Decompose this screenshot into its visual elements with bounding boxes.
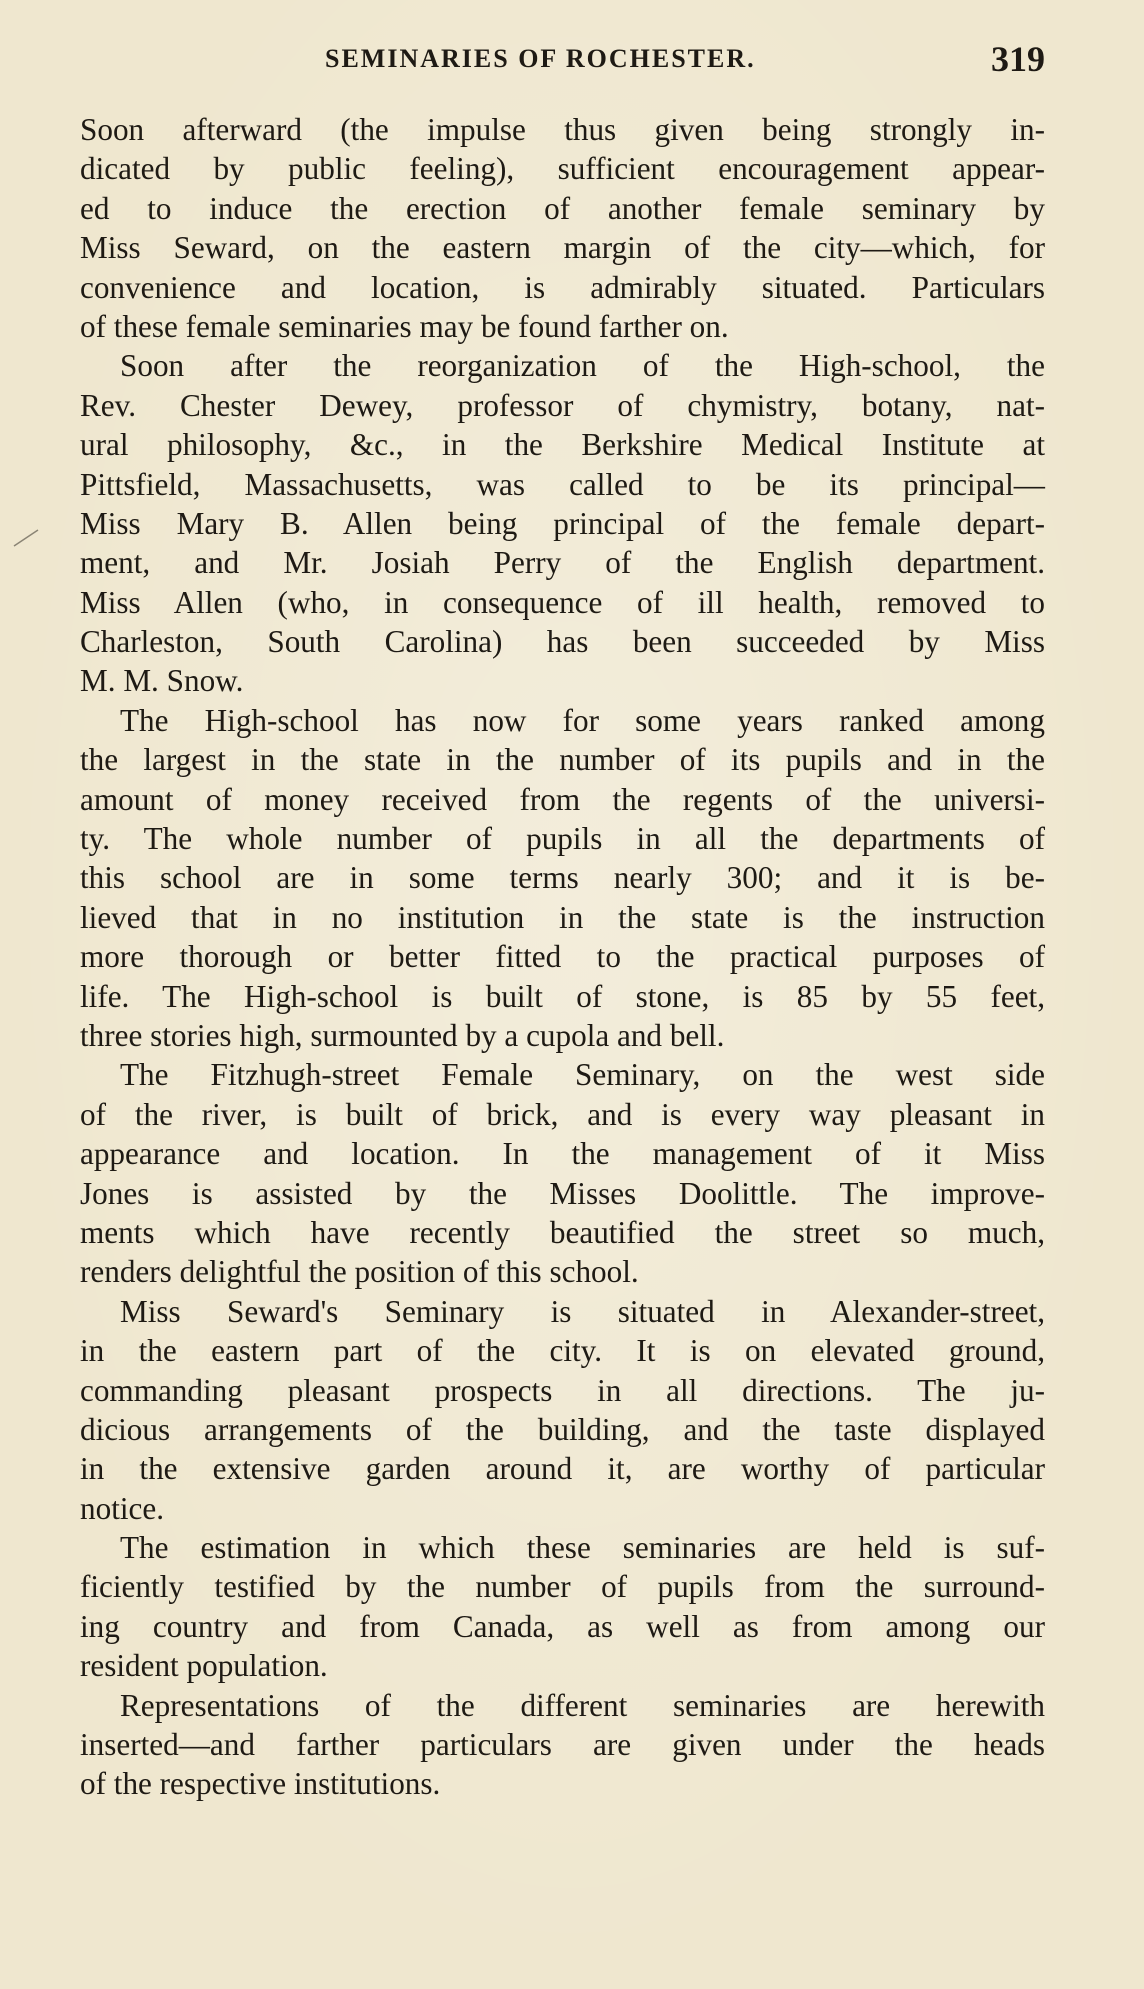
text-line: lieved that in no institution in the state is the instruction	[80, 899, 1045, 935]
page-header	[80, 38, 1045, 88]
text-line: of these female seminaries may be found farther on.	[80, 308, 729, 344]
text-line: convenience and location, is admirably situated. Particulars	[80, 269, 1045, 305]
text-line: Charleston, South Carolina) has been succeeded by Miss	[80, 624, 1045, 660]
text-line: The Fitzhugh-street Female Seminary, on the west side	[120, 1057, 1045, 1093]
text-line: notice.	[80, 1490, 164, 1526]
text-line: more thorough or better fitted to the practical purposes of	[80, 939, 1045, 975]
text-line: Miss Allen (who, in consequence of ill health, removed to	[80, 584, 1045, 620]
text-line: Soon after the reorganization of the High-school, the	[120, 348, 1045, 384]
text-line: ments which have recently beautified the street so much,	[80, 1214, 1045, 1250]
text-line: ty. The whole number of pupils in all the departments of	[80, 821, 1045, 857]
running-head: SEMINARIES OF ROCHESTER.	[325, 44, 756, 73]
text-line: of the river, is built of brick, and is every way pleasant in	[80, 1096, 1045, 1132]
text-line: inserted—and farther particulars are given under the heads	[80, 1727, 1045, 1763]
text-line: commanding pleasant prospects in all directions. The ju-	[80, 1372, 1045, 1408]
page-number: 319	[991, 39, 1045, 79]
text-line: ficiently testified by the number of pupils from the surround-	[80, 1569, 1045, 1605]
text-line: dicious arrangements of the building, and the taste displayed	[80, 1411, 1045, 1447]
text-line: life. The High-school is built of stone, is 85 by 55 feet,	[80, 978, 1045, 1014]
text-line: Pittsfield, Massachusetts, was called to be its principal—	[80, 466, 1045, 502]
text-line: appearance and location. In the management of it Miss	[80, 1136, 1045, 1172]
text-line: three stories high, surmounted by a cupola and bell.	[80, 1017, 725, 1053]
text-line: renders delightful the position of this school.	[80, 1254, 639, 1290]
margin-pencil-mark	[12, 528, 40, 548]
text-line: dicated by public feeling), sufficient encouragement appear-	[80, 151, 1045, 187]
text-line: ment, and Mr. Josiah Perry of the English department.	[80, 545, 1045, 581]
text-line: The estimation in which these seminaries are held is suf-	[120, 1530, 1045, 1566]
text-line: this school are in some terms nearly 300; and it is be-	[80, 860, 1045, 896]
text-line: The High-school has now for some years ranked among	[120, 702, 1045, 738]
text-line: in the eastern part of the city. It is on elevated ground,	[80, 1333, 1045, 1369]
text-line: Soon afterward (the impulse thus given being strongly in-	[80, 112, 1045, 147]
text-line: amount of money received from the regents of the universi-	[80, 781, 1045, 817]
text-line: Miss Seward's Seminary is situated in Alexander-street,	[120, 1293, 1045, 1329]
body-text	[80, 110, 1045, 1804]
text-line: Miss Mary B. Allen being principal of the female depart-	[80, 505, 1045, 541]
text-line: of the respective institutions.	[80, 1766, 441, 1802]
text-line: resident population.	[80, 1648, 328, 1684]
text-line: ing country and from Canada, as well as from among our	[80, 1608, 1045, 1644]
text-line: Jones is assisted by the Misses Doolittle. The improve-	[80, 1175, 1045, 1211]
text-line: ural philosophy, &c., in the Berkshire Medical Institute at	[80, 427, 1045, 463]
text-line: Miss Seward, on the eastern margin of the city—which, for	[80, 230, 1045, 266]
text-line: the largest in the state in the number of its pupils and in the	[80, 742, 1045, 778]
text-line: M. M. Snow.	[80, 663, 244, 699]
text-line: Representations of the different seminaries are herewith	[120, 1687, 1045, 1723]
text-line: Rev. Chester Dewey, professor of chymistry, botany, nat-	[80, 387, 1045, 423]
text-line: ed to induce the erection of another female seminary by	[80, 190, 1045, 226]
text-line: in the extensive garden around it, are worthy of particular	[80, 1451, 1045, 1487]
